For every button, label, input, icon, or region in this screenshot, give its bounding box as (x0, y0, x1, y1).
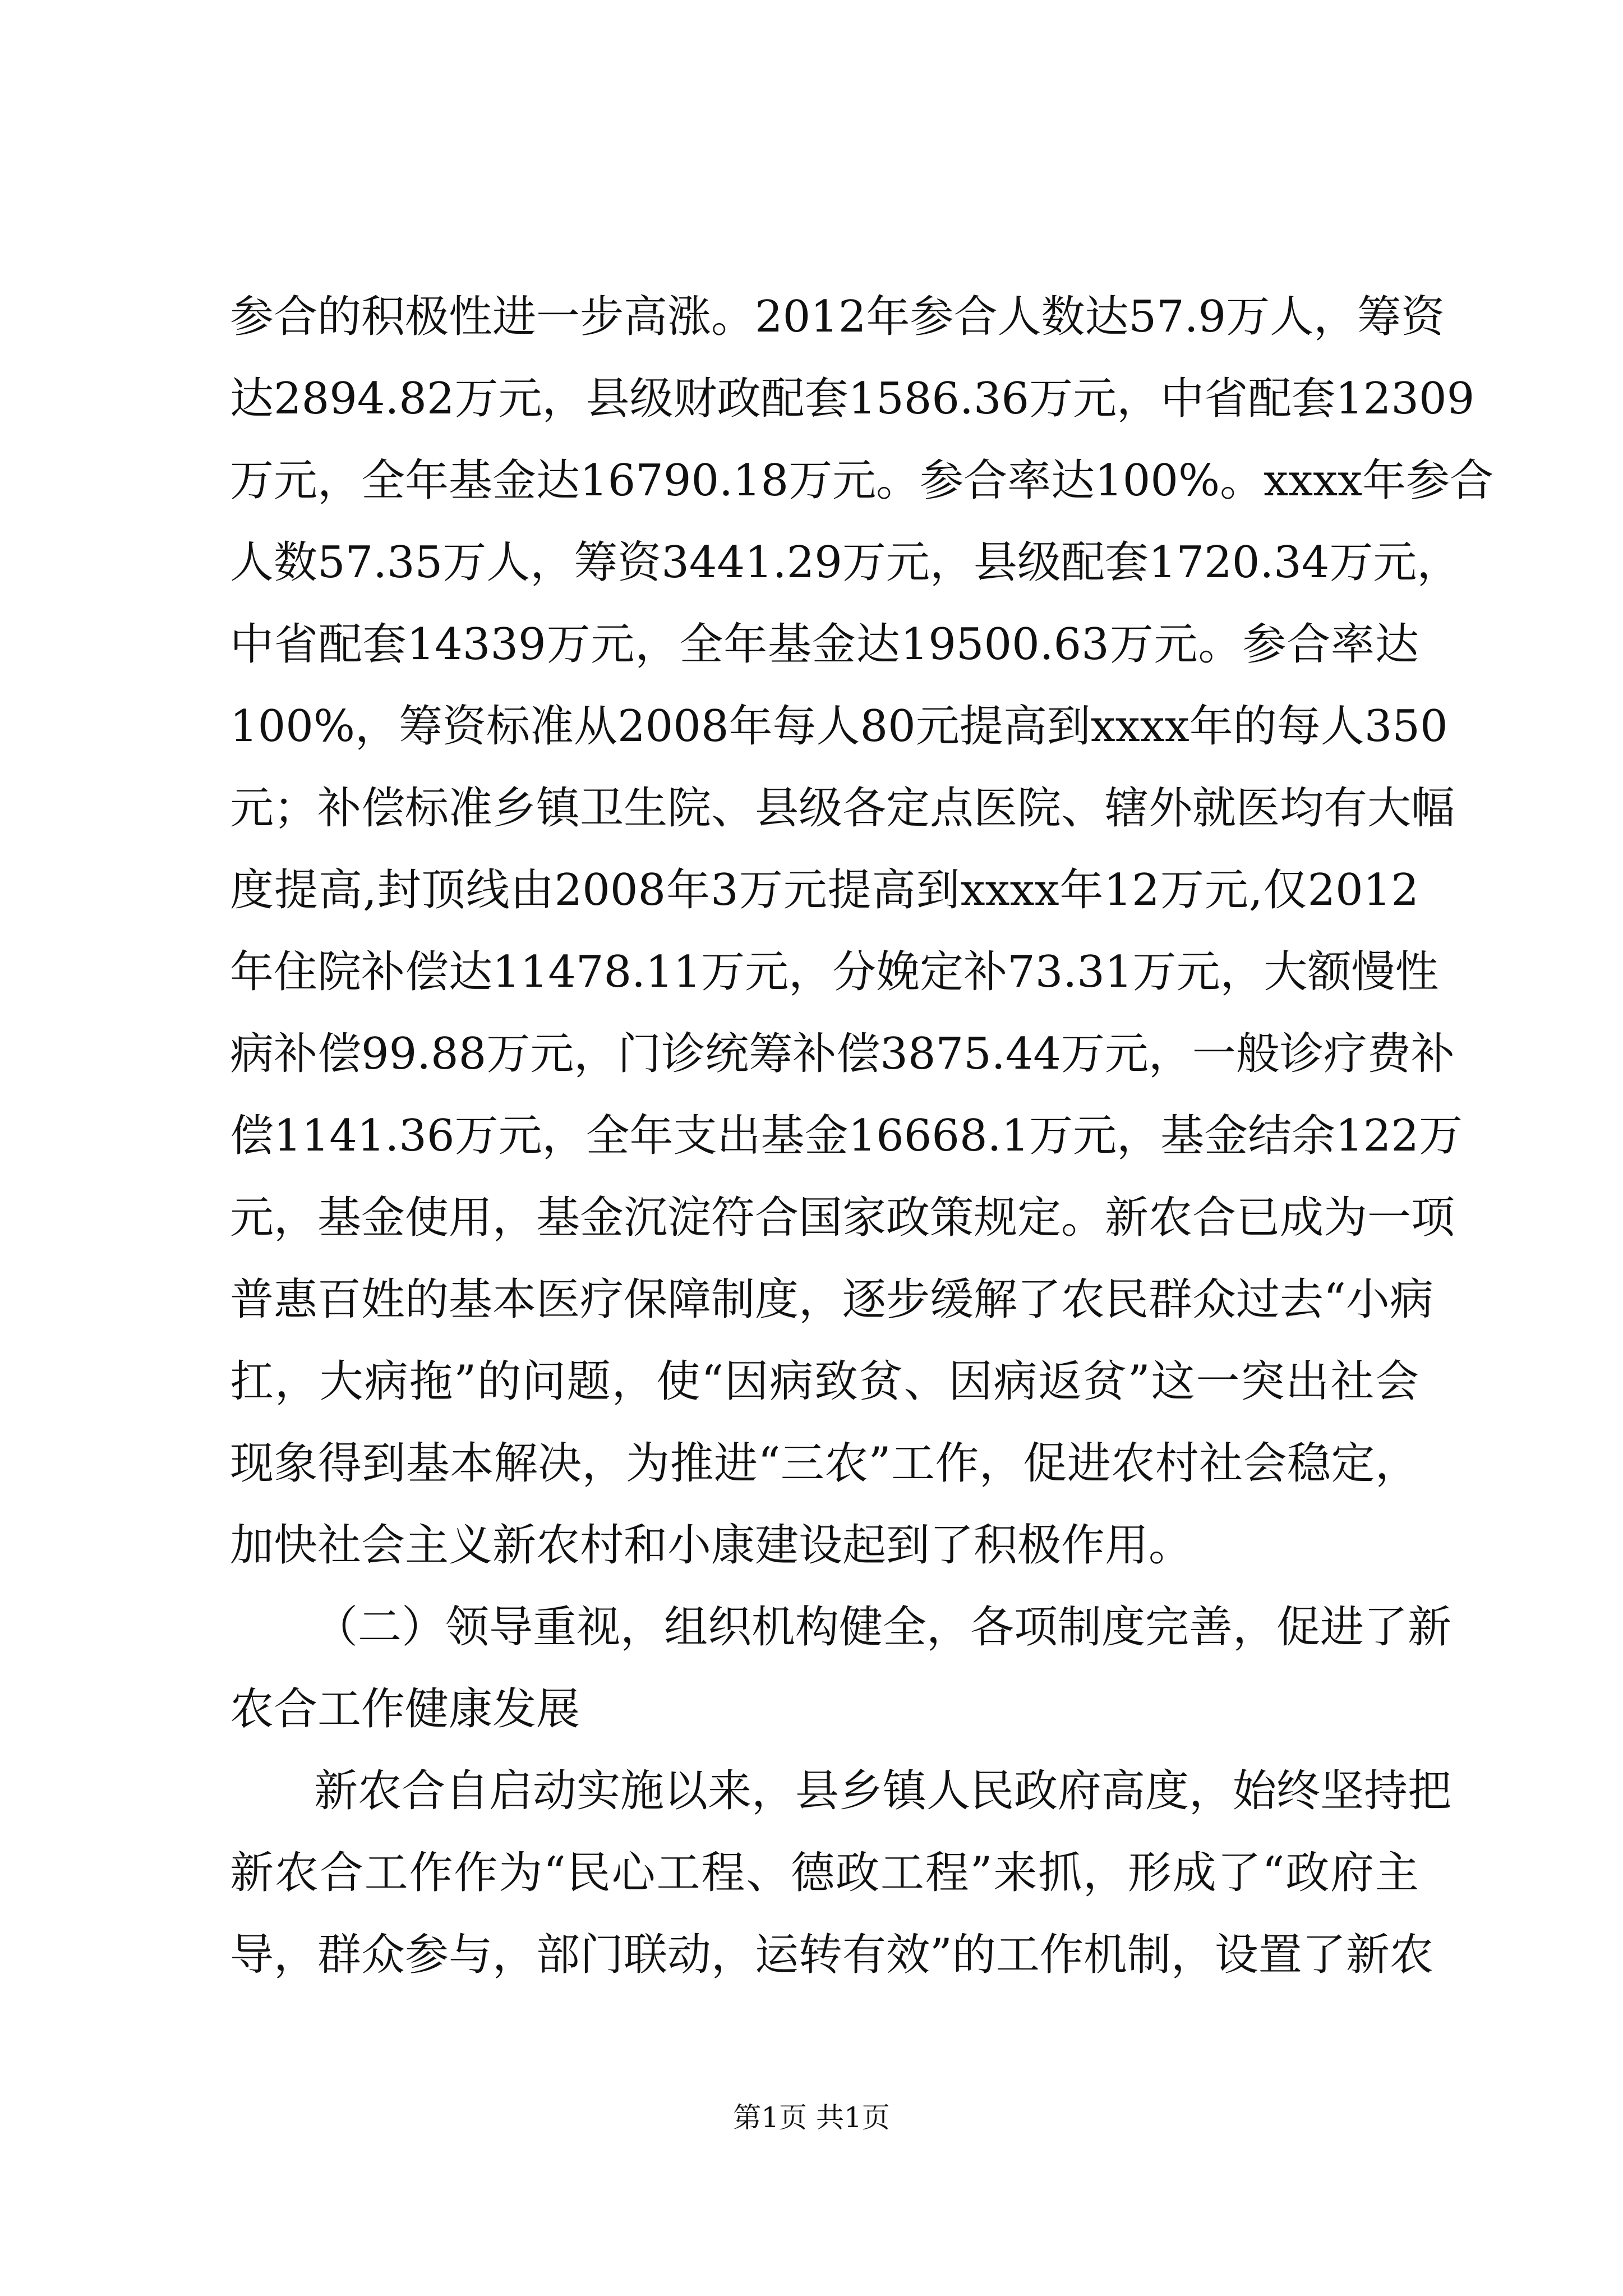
text-line: 偿1141.36万元，全年支出基金16668.1万元，基金结余122万 (230, 1111, 1463, 1161)
text-line: 万元，全年基金达16790.18万元。参合率达100%。xxxx年参合 (230, 455, 1494, 506)
section-heading: （二）领导重视，组织机构健全，各项制度完善，促进了新 (314, 1602, 1452, 1653)
page-number: 第1页 共1页 (733, 2101, 890, 2134)
text-line: 100%，筹资标准从2008年每人80元提高到xxxx年的每人350 (230, 701, 1448, 752)
text-line: 加快社会主义新农村和小康建设起到了积极作用。 (230, 1520, 1193, 1571)
text-line: 普惠百姓的基本医疗保障制度，逐步缓解了农民群众过去“小病 (230, 1274, 1433, 1325)
text-line: 参合的积极性进一步高涨。2012年参合人数达57.9万人，筹资 (230, 292, 1445, 342)
text-line: 元；补偿标准乡镇卫生院、县级各定点医院、辖外就医均有大幅 (230, 783, 1455, 834)
text-line: 人数57.35万人，筹资3441.29万元，县级配套1720.34万元， (230, 537, 1461, 588)
text-line: 新农合工作作为“民心工程、德政工程”来抓，形成了“政府主 (230, 1848, 1419, 1898)
text-line: 元，基金使用，基金沉淀符合国家政策规定。新农合已成为一项 (230, 1193, 1455, 1243)
text-line: 度提高,封顶线由2008年3万元提高到xxxx年12万元,仅2012 (230, 865, 1419, 915)
text-line: 导，群众参与，部门联动，运转有效”的工作机制，设置了新农 (230, 1930, 1433, 1980)
text-line: 中省配套14339万元，全年基金达19500.63万元。参合率达 (230, 619, 1419, 670)
text-line: 新农合自启动实施以来，县乡镇人民政府高度，始终坚持把 (314, 1766, 1452, 1816)
text-line: 扛，大病拖”的问题，使“因病致贫、因病返贫”这一突出社会 (230, 1356, 1419, 1407)
text-line: 年住院补偿达11478.11万元，分娩定补73.31万元，大额慢性 (230, 947, 1439, 997)
text-line: 达2894.82万元，县级财政配套1586.36万元，中省配套12309 (230, 374, 1475, 424)
text-line: 病补偿99.88万元，门诊统筹补偿3875.44万元，一般诊疗费补 (230, 1029, 1455, 1079)
text-line: 现象得到基本解决，为推进“三农”工作，促进农村社会稳定， (230, 1438, 1419, 1489)
section-heading: 农合工作健康发展 (230, 1684, 580, 1734)
